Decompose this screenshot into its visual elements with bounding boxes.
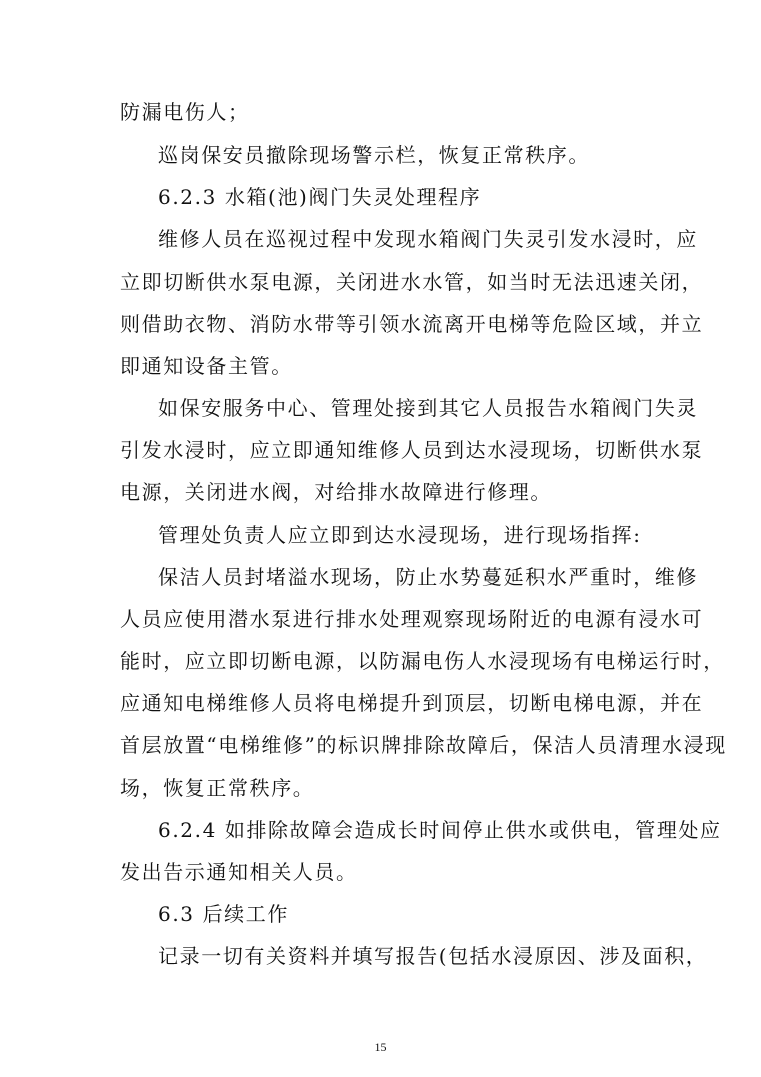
text-line: 应通知电梯维修人员将电梯提升到顶层，切断电梯电源，并在 [120, 691, 704, 715]
text-line: 6.2.4 如排除故障会造成长时间停止供水或供电，管理处应 [158, 818, 722, 842]
text-line: 人员应使用潜水泵进行排水处理观察现场附近的电源有浸水可 [120, 607, 704, 631]
text-line: 场，恢复正常秩序。 [120, 776, 315, 800]
section-heading: 6.2.3 水箱(池)阀门失灵处理程序 [158, 185, 482, 209]
text-line: 保洁人员封堵溢水现场，防止水势蔓延积水严重时，维修 [158, 565, 698, 589]
text-line: 巡岗保安员撤除现场警示栏，恢复正常秩序。 [158, 143, 590, 167]
text-line: 首层放置“电梯维修”的标识牌排除故障后，保洁人员清理水浸现 [120, 733, 727, 757]
section-heading: 6.3 后续工作 [158, 902, 289, 926]
text-line: 发出告示通知相关人员。 [120, 860, 358, 884]
text-line: 管理处负责人应立即到达水浸现场，进行现场指挥: [158, 523, 642, 547]
text-line: 能时，应立即切断电源，以防漏电伤人水浸现场有电梯运行时， [120, 649, 725, 673]
text-line: 则借助衣物、消防水带等引领水流离开电梯等危险区域，并立 [120, 312, 704, 336]
text-line: 记录一切有关资料并填写报告(包括水浸原因、涉及面积， [158, 944, 708, 968]
text-line: 如保安服务中心、管理处接到其它人员报告水箱阀门失灵 [158, 396, 698, 420]
text-line: 即通知设备主管。 [120, 354, 293, 378]
text-line: 维修人员在巡视过程中发现水箱阀门失灵引发水浸时，应 [158, 227, 698, 251]
text-line: 引发水浸时，应立即通知维修人员到达水浸现场，切断供水泵 [120, 438, 704, 462]
text-line: 防漏电伤人； [120, 100, 250, 124]
text-line: 电源，关闭进水阀，对给排水故障进行修理。 [120, 480, 552, 504]
page-number: 15 [374, 1040, 387, 1054]
text-line: 立即切断供水泵电源，关闭进水水管，如当时无法迅速关闭， [120, 270, 704, 294]
